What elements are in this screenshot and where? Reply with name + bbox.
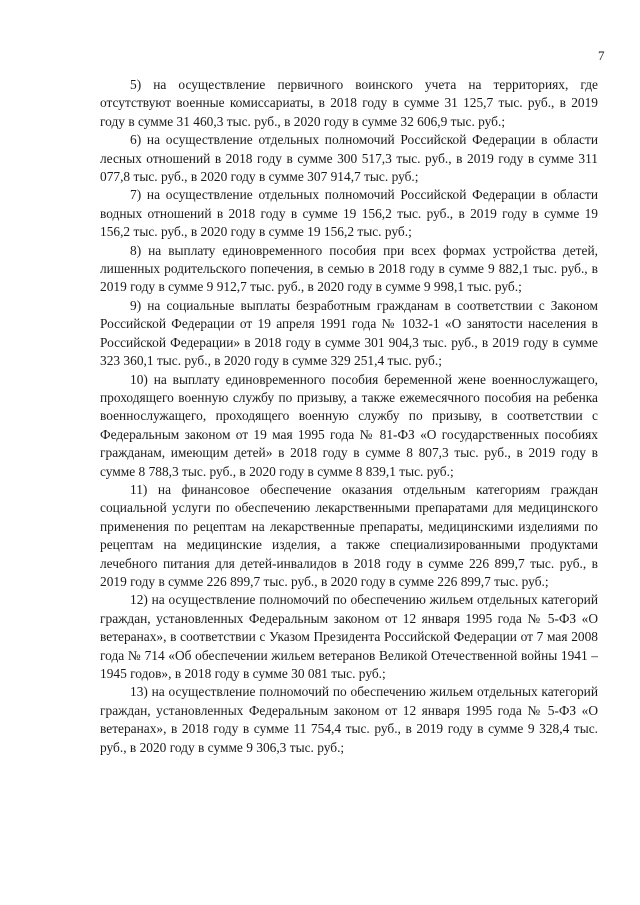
list-item-13: 13) на осуществление полномочий по обеспечению жильем отдельных категорий граждан, установленных Федеральным законом от 12 января 1995 года № 5-ФЗ «О ветеранах», в 2018 году в сумме 11 754,4 тыс. руб., в 2019 году в сумме 9 328,4 тыс. руб., в 2020 году в сумме 9 306,3 тыс. руб.; [100,684,598,755]
list-item-6: 6) на осуществление отдельных полномочий Российской Федерации в области лесных отношений в 2018 году в сумме 300 517,3 тыс. руб., в 2019 году в сумме 311 077,8 тыс. руб., в 2020 году в сумме 307 914,7 тыс. руб.; [100,132,598,185]
list-item-7: 7) на осуществление отдельных полномочий Российской Федерации в области водных отношений в 2018 году в сумме 19 156,2 тыс. руб., в 2019 году в сумме 19 156,2 тыс. руб., в 2020 году в сумме 19 156,2 тыс. руб.; [100,187,598,240]
list-item-11: 11) на финансовое обеспечение оказания отдельным категориям граждан социальной услуги по обеспечению лекарственными препаратами для медицинского применения по рецептам на лекарственные препараты, медицинскими изделиями по рецептам на медицинские изделия, а также специализированными продуктами лечебного питания для детей-инвалидов в 2018 году в сумме 226 899,7 тыс. руб., в 2019 году в сумме 226 899,7 тыс. руб., в 2020 году в сумме 226 899,7 тыс. руб.; [100,481,598,589]
list-item-8: 8) на выплату единовременного пособия при всех формах устройства детей, лишенных родительского попечения, в семью в 2018 году в сумме 9 882,1 тыс. руб., в 2019 году в сумме 9 912,7 тыс. руб., в 2020 году в сумме 9 998,1 тыс. руб.; [100,242,598,295]
list-item-5: 5) на осуществление первичного воинского учета на территориях, где отсутствуют военные комиссариаты, в 2018 году в сумме 31 125,7 тыс. руб., в 2019 году в сумме 31 460,3 тыс. руб., в 2020 году в сумме 32 606,9 тыс. руб.; [100,77,598,129]
list-item-10: 10) на выплату единовременного пособия беременной жене военнослужащего, проходящего военную службу по призыву, а также ежемесячного пособия на ребенка военнослужащего, проходящего военную службу по призыву, в соответствии с Федеральным законом от 19 мая 1995 года № 81-ФЗ «О государственных пособиях гражданам, имеющим детей» в 2018 году в сумме 8 807,3 тыс. руб., в 2019 году в сумме 8 788,3 тыс. руб., в 2020 году в сумме 8 839,1 тыс. руб.; [100,371,598,479]
list-item-9: 9) на социальные выплаты безработным гражданам в соответствии с Законом Российской Федерации от 19 апреля 1991 года № 1032-1 «О занятости населения в Российской Федерации» в 2018 году в сумме 301 904,3 тыс. руб., в 2019 году в сумме 323 360,1 тыс. руб., в 2020 году в сумме 329 251,4 тыс. руб.; [100,297,598,369]
document-body [100,76,598,757]
list-item-12: 12) на осуществление полномочий по обеспечению жильем отдельных категорий граждан, установленных Федеральным законом от 12 января 1995 года № 5-ФЗ «О ветеранах», в соответствии с Указом Президента Российской Федерации от 7 мая 2008 года № 714 «Об обеспечении жильем ветеранов Великой Отечественной войны 1941 – 1945 годов», в 2018 году в сумме 30 081 тыс. руб.; [100,592,598,681]
page-number: 7 [598,48,605,63]
